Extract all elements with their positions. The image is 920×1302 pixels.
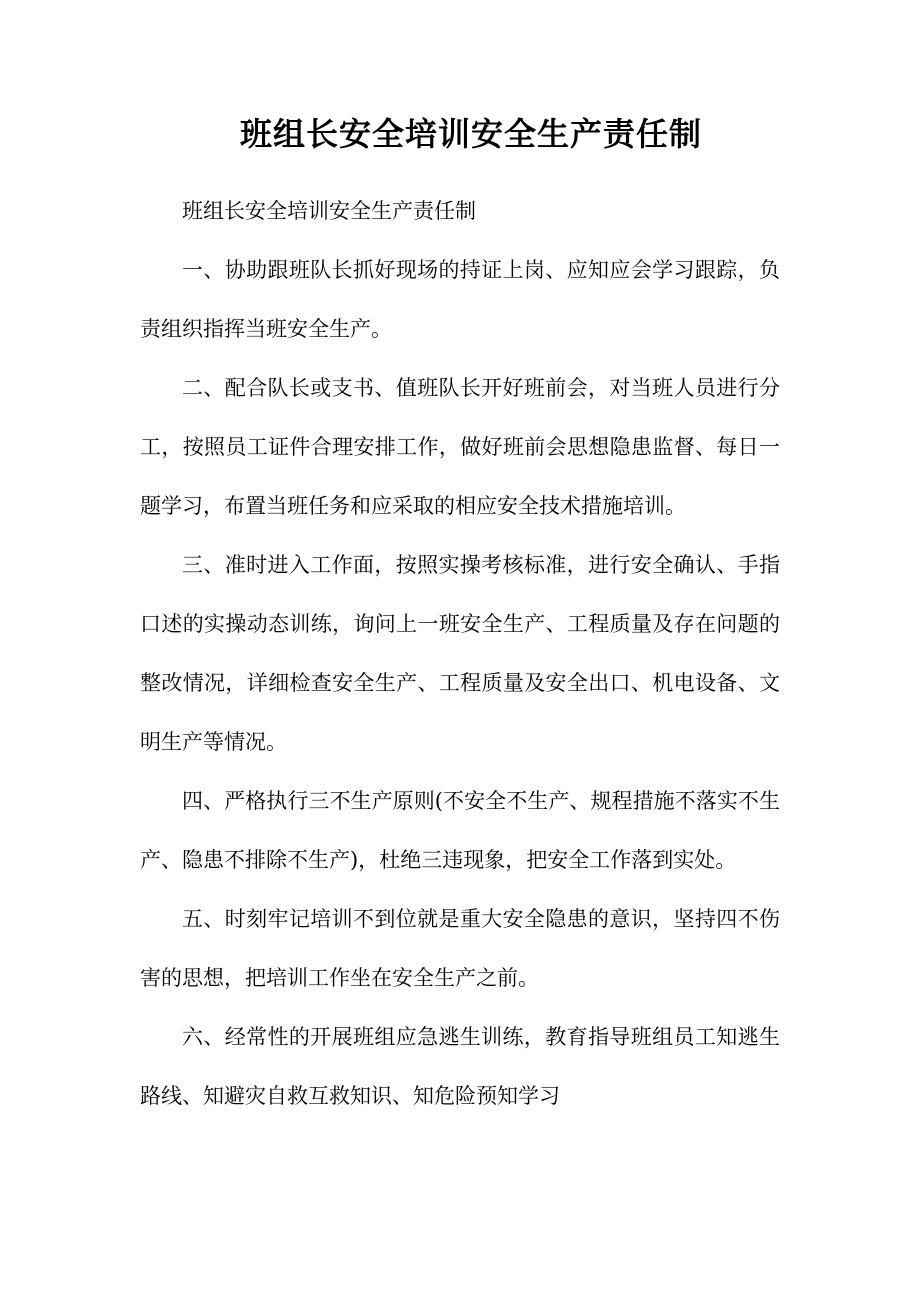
document-body	[140, 182, 780, 1126]
document-title: 班组长安全培训安全生产责任制	[239, 115, 702, 153]
paragraph-subtitle: 班组长安全培训安全生产责任制	[182, 199, 476, 223]
paragraph-item-2: 二、配合队长或支书、值班队长开好班前会，对当班人员进行分工，按照员工证件合理安排工作，做好班前会思想隐患监督、每日一题学习，布置当班任务和应采取的相应安全技术措施培训。	[140, 376, 780, 518]
paragraph-item-1: 一、协助跟班队长抓好现场的持证上岗、应知应会学习跟踪，负责组织指挥当班安全生产。	[140, 258, 780, 341]
paragraph-item-4: 四、严格执行三不生产原则(不安全不生产、规程措施不落实不生产、隐患不排除不生产)，杜绝三违现象，把安全工作落到实处。	[140, 789, 780, 872]
paragraph-item-3: 三、准时进入工作面，按照实操考核标准，进行安全确认、手指口述的实操动态训练，询问上一班安全生产、工程质量及存在问题的整改情况，详细检查安全生产、工程质量及安全出口、机电设备、文明生产等情况。	[140, 553, 780, 754]
paragraph-item-5: 五、时刻牢记培训不到位就是重大安全隐患的意识，坚持四不伤害的思想，把培训工作坐在安全生产之前。	[140, 907, 780, 990]
paragraph-item-6: 六、经常性的开展班组应急逃生训练，教育指导班组员工知逃生路线、知避灾自救互救知识、知危险预知学习	[140, 1025, 780, 1108]
